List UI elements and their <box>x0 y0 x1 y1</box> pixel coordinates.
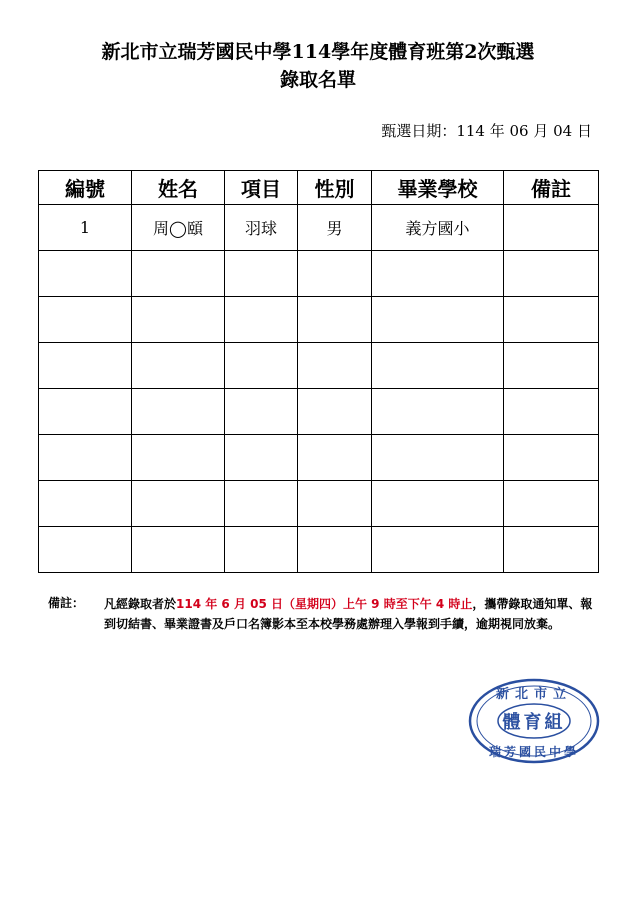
title-line-2: 錄取名單 <box>279 69 356 91</box>
table-cell: 羽球 <box>225 205 298 251</box>
table-cell <box>372 481 504 527</box>
header-remarks: 備註 <box>504 171 599 205</box>
table-cell <box>225 297 298 343</box>
table-cell <box>298 251 372 297</box>
table-cell <box>504 389 599 435</box>
table-cell <box>225 251 298 297</box>
table-cell <box>39 343 132 389</box>
table-cell <box>132 389 225 435</box>
table-cell <box>372 297 504 343</box>
stamp-center-text: 體育組 <box>502 712 566 733</box>
table-cell <box>132 343 225 389</box>
table-row <box>39 435 599 481</box>
table-cell <box>39 297 132 343</box>
table-cell <box>298 297 372 343</box>
table-cell <box>132 435 225 481</box>
table-cell <box>225 389 298 435</box>
table-cell <box>132 251 225 297</box>
screening-date <box>381 120 592 141</box>
table-cell <box>298 481 372 527</box>
table-cell <box>504 481 599 527</box>
date-label: 甄選日期： <box>381 122 457 140</box>
table-row <box>39 205 599 251</box>
table-cell <box>132 481 225 527</box>
table-cell <box>225 435 298 481</box>
table-cell <box>39 389 132 435</box>
note-text <box>104 594 594 634</box>
table-cell <box>39 527 132 573</box>
header-gender: 性別 <box>298 171 372 205</box>
table-cell <box>504 251 599 297</box>
table-cell <box>225 343 298 389</box>
table-cell <box>372 389 504 435</box>
table-cell <box>372 343 504 389</box>
table-cell <box>298 435 372 481</box>
table-cell <box>372 251 504 297</box>
table-row <box>39 297 599 343</box>
document-title <box>0 38 636 94</box>
table-cell <box>504 527 599 573</box>
table-cell <box>39 481 132 527</box>
note-label: 備註： <box>48 596 85 610</box>
header-number: 編號 <box>39 171 132 205</box>
office-seal-stamp <box>468 678 600 764</box>
stamp-top-text: 新北市立 <box>495 687 573 702</box>
table-cell <box>39 435 132 481</box>
header-sport: 項目 <box>225 171 298 205</box>
table-cell <box>225 481 298 527</box>
table-cell <box>504 343 599 389</box>
note-highlight: 114 年 6 月 05 日（星期四）上午 9 時至下午 4 時止 <box>176 597 473 611</box>
table-cell: 義方國小 <box>372 205 504 251</box>
note-part-2: ，攜帶錄取通知單、報到切結書、畢業證書及戶口名簿影本至本校學務處辦理入學報到手續，逾期視同放棄。 <box>104 597 593 631</box>
table-row <box>39 251 599 297</box>
table-row <box>39 481 599 527</box>
table-cell: 男 <box>298 205 372 251</box>
table-cell <box>132 527 225 573</box>
admission-table <box>38 170 599 573</box>
table-cell <box>504 435 599 481</box>
table-cell: 周◯頤 <box>132 205 225 251</box>
table-cell <box>504 297 599 343</box>
table-header-row <box>39 171 599 205</box>
table-row <box>39 527 599 573</box>
table-row <box>39 389 599 435</box>
note-part-1: 凡經錄取者於 <box>104 597 177 611</box>
table-cell <box>39 251 132 297</box>
date-value: 114 年 06 月 04 日 <box>456 122 592 140</box>
table-cell <box>298 389 372 435</box>
title-line-1: 新北市立瑞芳國民中學114學年度體育班第2次甄選 <box>101 41 535 63</box>
table-cell <box>372 435 504 481</box>
table-cell <box>225 527 298 573</box>
table-row <box>39 343 599 389</box>
table-cell <box>504 205 599 251</box>
table-cell <box>372 527 504 573</box>
stamp-bottom-text: 瑞芳國民中學 <box>488 745 580 759</box>
table-cell: 1 <box>39 205 132 251</box>
table-cell <box>132 297 225 343</box>
table-cell <box>298 343 372 389</box>
header-name: 姓名 <box>132 171 225 205</box>
table-cell <box>298 527 372 573</box>
header-school: 畢業學校 <box>372 171 504 205</box>
